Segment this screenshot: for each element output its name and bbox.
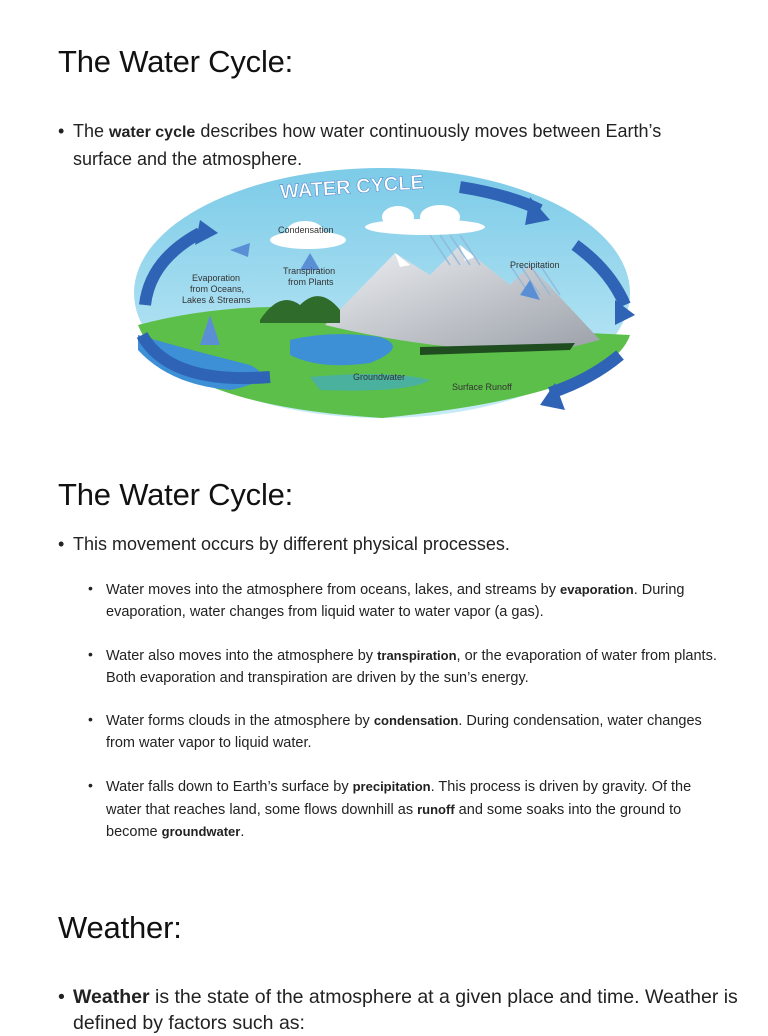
text: Water also moves into the atmosphere by (106, 648, 378, 664)
text: describes how water continuously moves between Earth’s surface and the atmosphere. (73, 121, 662, 169)
text: The (73, 121, 110, 141)
label-evaporation-2: from Oceans, (190, 284, 245, 294)
term-condensation: condensation (373, 713, 459, 728)
label-condensation: Condensation (278, 225, 334, 235)
bullet-weather-definition (58, 984, 743, 1036)
sub-bullet-transpiration (88, 645, 721, 689)
term-weather: Weather (73, 986, 150, 1008)
section-heading-water-cycle-2: The Water Cycle: (58, 477, 294, 512)
term-groundwater: groundwater (161, 824, 241, 839)
text: Water falls down to Earth’s surface by (106, 779, 353, 795)
sub-bullet-condensation (88, 710, 721, 754)
bullet-dot: • (88, 580, 93, 596)
sub-bullet-evaporation (88, 579, 721, 623)
text: . During evaporation, water changes from liquid water to water vapor (a gas). (106, 582, 685, 620)
water-cycle-diagram (130, 165, 635, 425)
text: Water moves into the atmosphere from oceans, lakes, and streams by (106, 582, 560, 598)
label-precipitation: Precipitation (510, 260, 560, 270)
text: is the state of the atmosphere at a given place and time. Weather is defined by factors such as: (73, 986, 738, 1034)
diagram-title: WATER CYCLE (279, 171, 425, 204)
section-heading-water-cycle-1: The Water Cycle: (58, 44, 294, 79)
cloud-right-puff1 (382, 206, 414, 228)
cloud-right-puff2 (420, 205, 460, 229)
water-cycle-illustration (130, 165, 635, 425)
term-precipitation: precipitation (352, 779, 431, 794)
bullet-dot: • (58, 534, 65, 554)
label-transpiration-2: from Plants (288, 277, 334, 287)
label-groundwater: Groundwater (353, 372, 406, 382)
bullet-dot: • (88, 777, 93, 793)
term-runoff: runoff (417, 801, 455, 817)
text: . During condensation, water changes from water vapor to liquid water. (106, 713, 702, 751)
section-heading-weather: Weather: (58, 910, 182, 945)
text: and some soaks into the ground to become (106, 801, 682, 840)
term-water-cycle: water cycle (109, 124, 196, 141)
text: This movement occurs by different physical processes. (73, 534, 510, 554)
bullet-processes-intro (58, 531, 723, 558)
bullet-dot: • (88, 646, 93, 662)
term-transpiration: transpiration (377, 648, 457, 663)
label-evaporation-3: Lakes & Streams (182, 295, 251, 305)
text: , or the evaporation of water from plants. Both evaporation and transpiration are driven by the sun’s energy. (106, 648, 717, 686)
bullet-dot: • (58, 121, 65, 141)
bullet-dot: • (88, 711, 93, 727)
text: . This process is driven by gravity. Of the water that reaches land, some flows downhill as (106, 779, 692, 818)
text: Water forms clouds in the atmosphere by (106, 713, 374, 729)
text: . (240, 824, 245, 840)
term-evaporation: evaporation (560, 582, 634, 597)
label-transpiration-1: Transpiration (283, 266, 336, 276)
label-surface-runoff: Surface Runoff (452, 382, 512, 392)
sub-bullet-precipitation (88, 776, 721, 844)
label-evaporation-1: Evaporation (192, 273, 241, 283)
bullet-dot: • (58, 986, 65, 1008)
